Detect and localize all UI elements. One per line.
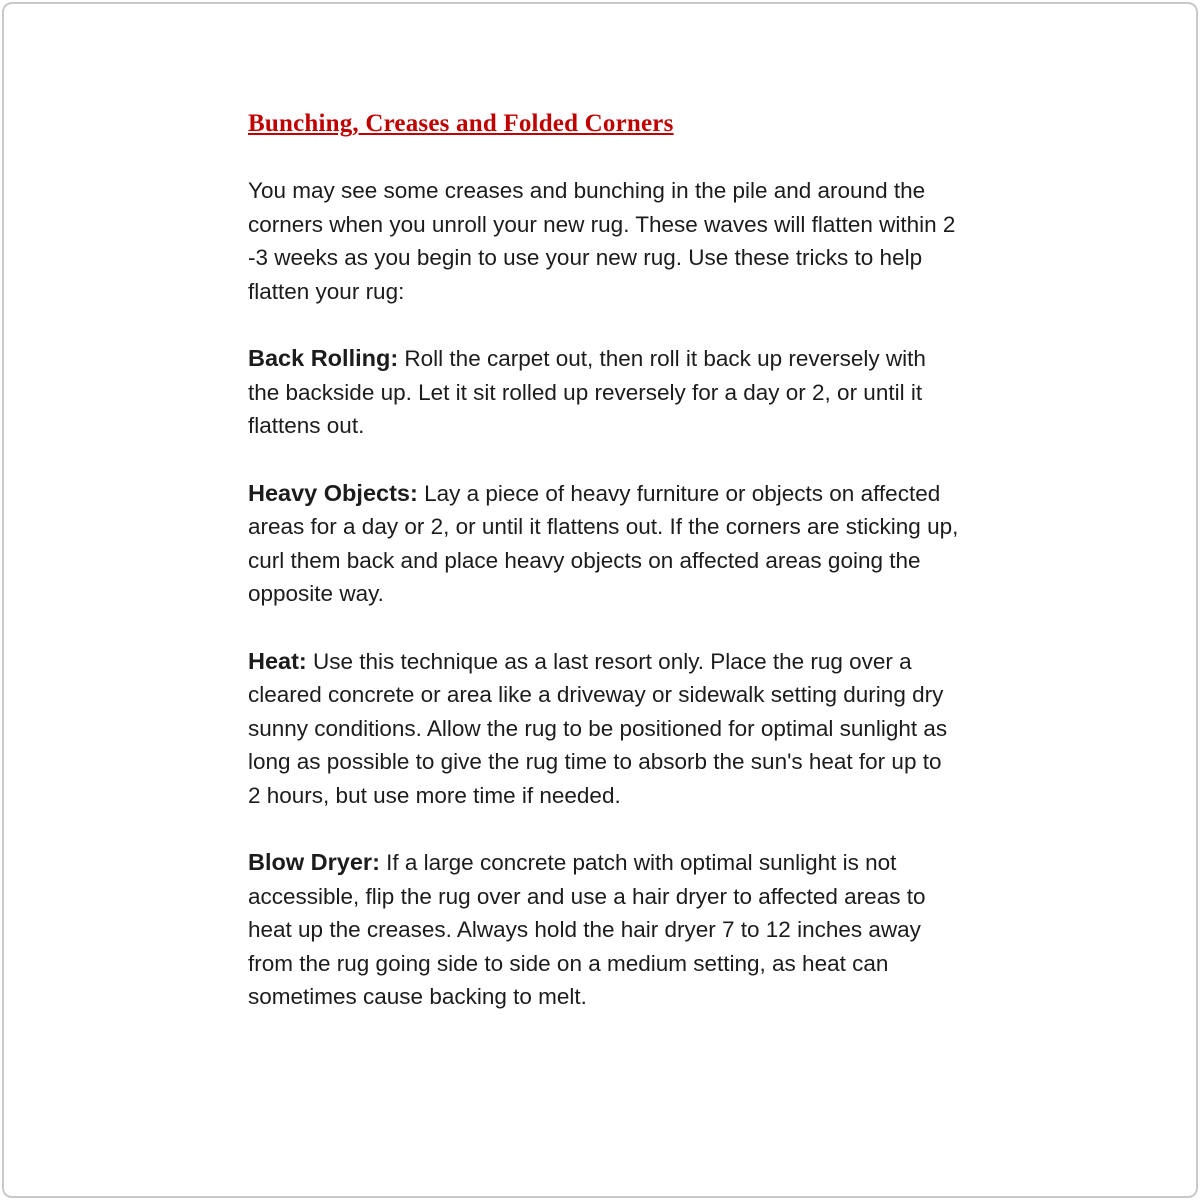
- section-blow-dryer-text: If a large concrete patch with optimal sunlight is not accessible, flip the rug over and use a hair dryer to affected areas to heat up the creases. Always hold the hair dryer 7 to 12 inches away from the rug going side to side on a medium setting, as heat can sometimes cause backing to melt.: [248, 850, 926, 1009]
- section-heat-text: Use this technique as a last resort only. Place the rug over a cleared concrete or area like a driveway or sidewalk setting during dry sunny conditions. Allow the rug to be positioned for optimal sunlight as long as possible to give the rug time to absorb the sun's heat for up to 2 hours, but use more time if needed.: [248, 648, 948, 808]
- intro-paragraph: You may see some creases and bunching in the pile and around the corners when you unroll your new rug. These waves will flatten within 2 -3 weeks as you begin to use your new rug. Use these tricks to help flatten your rug:: [248, 178, 956, 304]
- section-back-rolling-label: Back Rolling:: [248, 345, 399, 371]
- section-heavy-objects: [248, 477, 960, 611]
- section-heavy-objects-label: Heavy Objects:: [248, 479, 418, 506]
- document-body: [248, 110, 960, 1048]
- section-back-rolling: [248, 342, 960, 443]
- section-heavy-objects-text: Lay a piece of heavy furniture or objects on affected areas for a day or 2, or until it flattens out. If the corners are sticking up, curl them back and place heavy objects on affected areas going the opposite way.: [248, 480, 959, 606]
- section-heat-label: Heat:: [248, 647, 307, 674]
- document-title: Bunching, Creases and Folded Corners: [248, 110, 674, 137]
- section-back-rolling-text: Roll the carpet out, then roll it back up reversely with the backside up. Let it sit rolled up reversely for a day or 2, or until it flattens out.: [248, 346, 926, 438]
- section-heat: [248, 645, 960, 813]
- section-blow-dryer: [248, 846, 960, 1014]
- section-blow-dryer-label: Blow Dryer:: [248, 849, 380, 875]
